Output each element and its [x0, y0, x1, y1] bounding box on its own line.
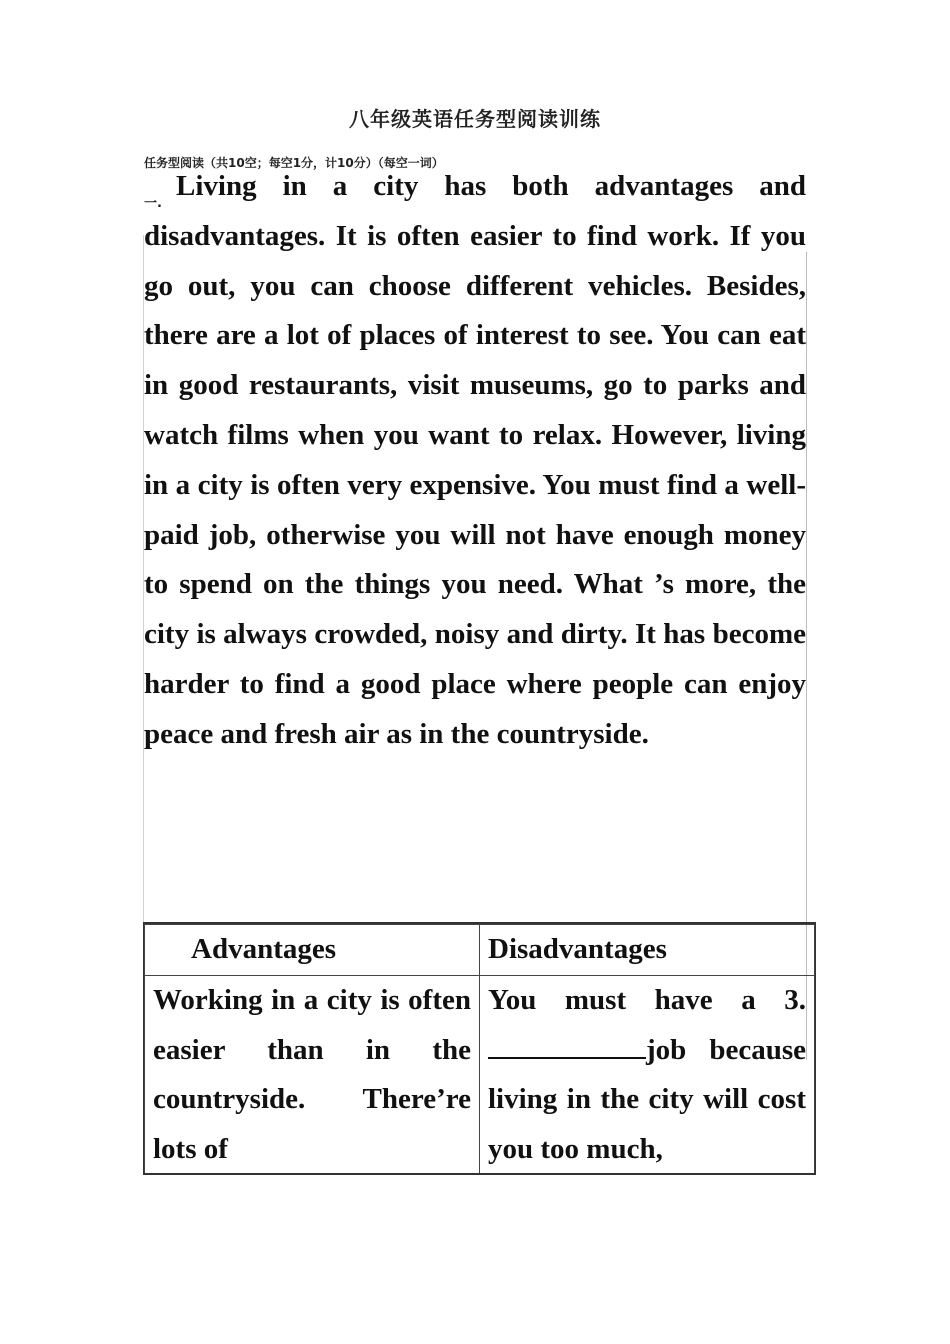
reading-passage	[144, 162, 806, 760]
page-title: 八年级英语任务型阅读训练	[349, 107, 601, 131]
table-header-row	[145, 925, 815, 976]
header-advantages: Advantages	[145, 925, 480, 976]
disadvantages-text-after-blank: job because living in the city will cost you too much,	[488, 1033, 806, 1165]
passage-lead: Living in a city has both advantages and	[176, 170, 806, 202]
header-disadvantages: Disadvantages	[480, 925, 815, 976]
advantages-cell: Working in a city is often easier than in the countryside. There’re lots of	[145, 976, 480, 1175]
comparison-table	[144, 924, 815, 1174]
disadvantages-text-before-blank: You must have a 3.	[488, 984, 806, 1016]
table-row	[145, 976, 815, 1175]
disadvantages-cell	[480, 976, 815, 1175]
section-marker: 一.	[144, 196, 162, 211]
instructions: 任务型阅读（共10空；每空1分，计10分）（每空一词）	[144, 156, 444, 170]
comparison-table-wrapper	[143, 922, 816, 1175]
passage-body: disadvantages. It is often easier to find work. If you go out, you can choose different vehicles. Besides, there are a lot of places of interest to see. You can eat in good restaurants, visit museums, go to parks and watch films when you want to relax. However, living in a city is often very expensive. You must find a well-paid job, otherwise you will not have enough money to spend on the things you need. What ’s more, the city is always crowded, noisy and dirty. It has become harder to find a good place where people can enjoy peace and fresh air as in the countryside.	[144, 219, 806, 750]
answer-blank-3[interactable]	[488, 1027, 646, 1059]
